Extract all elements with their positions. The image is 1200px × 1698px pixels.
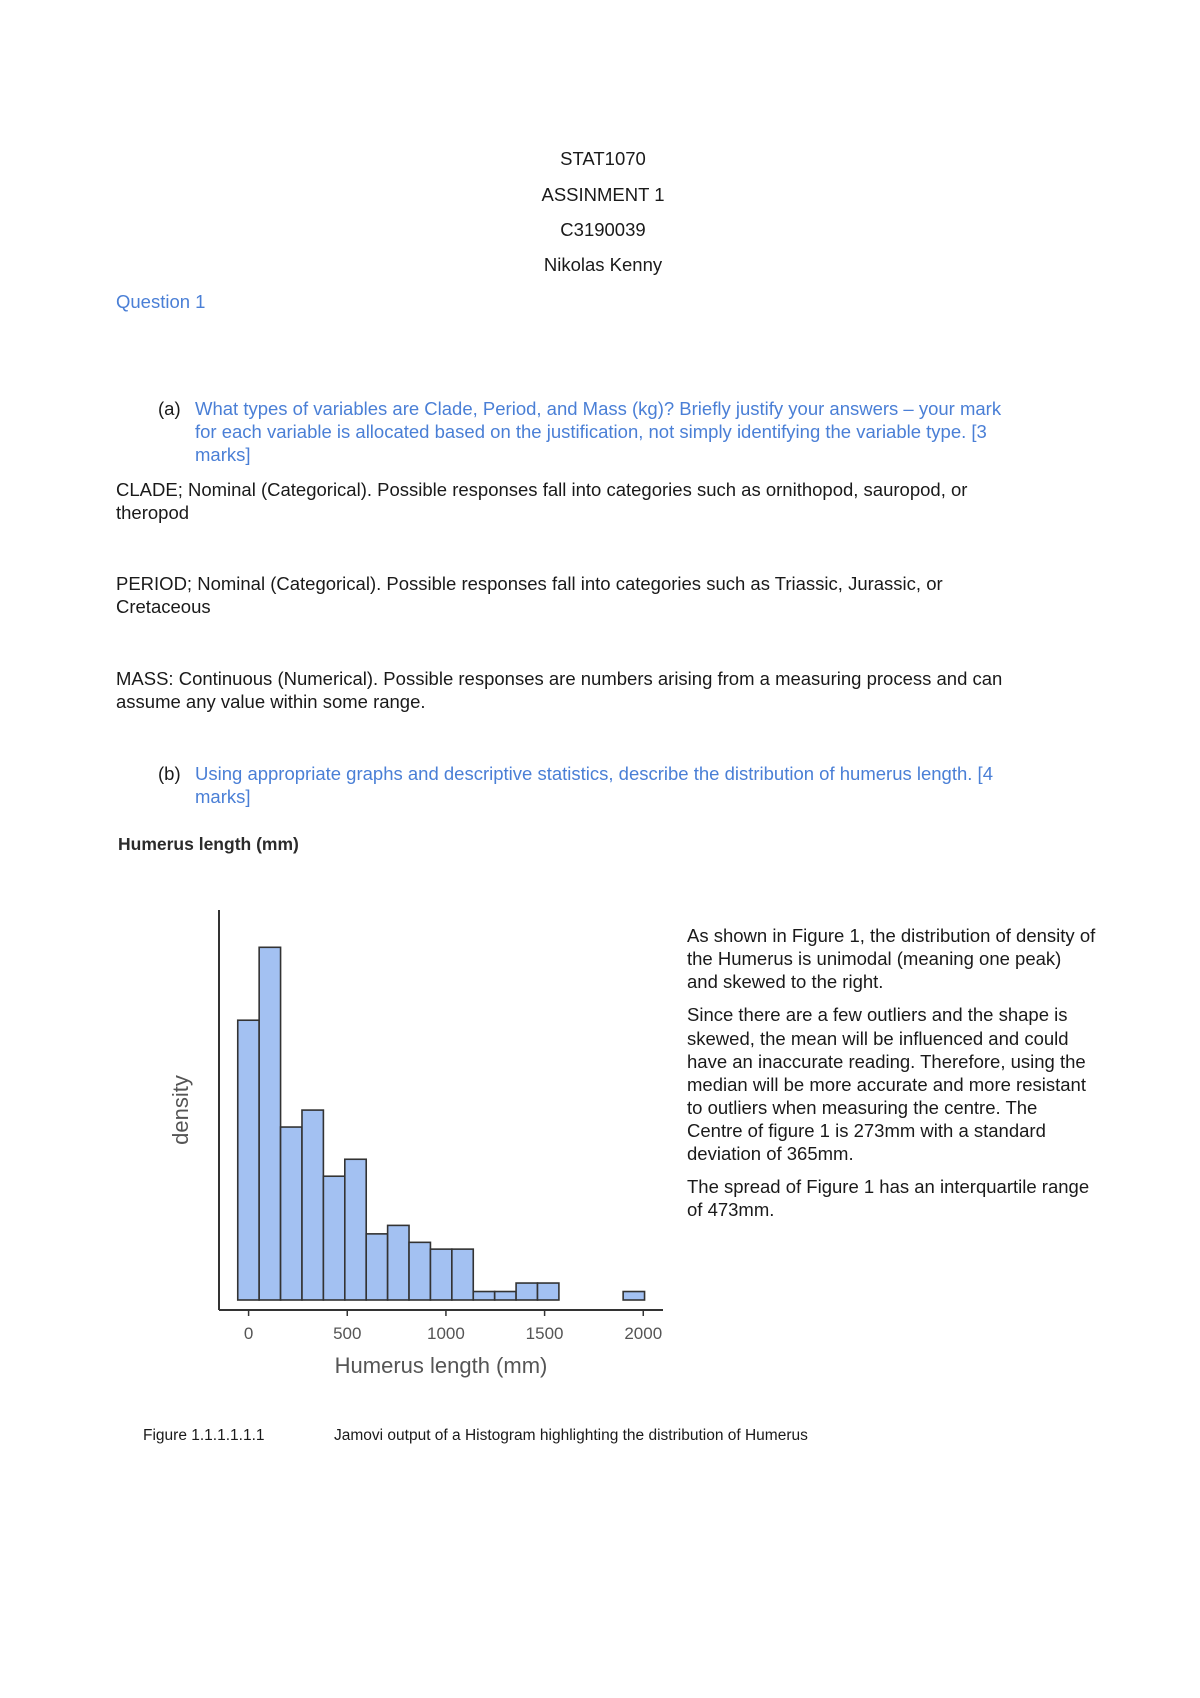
student-id: C3190039 (560, 219, 646, 240)
clade-answer (116, 478, 1106, 524)
mass-answer-line-2: assume any value within some range. (116, 691, 426, 713)
period-answer-line-1: PERIOD; Nominal (Categorical). Possible responses fall into categories such as Triassic, Jurassic, or (116, 573, 943, 594)
histogram-bar (388, 1225, 409, 1300)
clade-answer-line-2: theropod (116, 502, 190, 524)
histogram-bar (281, 1127, 302, 1300)
humerus-histogram (160, 880, 663, 1380)
histogram-bar (430, 1249, 451, 1300)
histogram-bar (495, 1292, 516, 1300)
chart-heading: Humerus length (mm) (118, 834, 299, 854)
part-b-label: (b) (158, 763, 181, 784)
part-a-question (195, 397, 1095, 466)
x-axis-label: Humerus length (mm) (334, 1353, 548, 1378)
x-tick-label: 1000 (427, 1324, 465, 1343)
histogram-bar (452, 1249, 473, 1300)
part-a-line-3: marks] (195, 444, 251, 466)
discussion-text (687, 924, 1097, 1232)
histogram-bar (302, 1110, 323, 1300)
x-tick-label: 500 (333, 1324, 362, 1343)
x-tick-label: 2000 (624, 1324, 663, 1343)
histogram-bar (623, 1292, 644, 1300)
histogram-bar (323, 1176, 344, 1300)
question-heading: Question 1 (116, 291, 206, 312)
y-axis-label: density (168, 1075, 193, 1145)
histogram-bar (345, 1159, 366, 1300)
part-a-label: (a) (158, 398, 181, 419)
histogram-bar (473, 1292, 494, 1300)
figure-caption: Jamovi output of a Histogram highlighting the distribution of Humerus (334, 1427, 808, 1444)
part-b-line-1: Using appropriate graphs and descriptive statistics, describe the distribution of humerus length. [4 (195, 763, 993, 784)
histogram-bars (238, 947, 645, 1300)
histogram-bar (259, 947, 280, 1300)
part-b-question (195, 762, 1095, 808)
clade-answer-line-1: CLADE; Nominal (Categorical). Possible responses fall into categories such as ornithopod, sauropod, or (116, 479, 968, 500)
histogram-bar (516, 1283, 537, 1300)
period-answer (116, 572, 1106, 618)
x-tick-label: 1500 (525, 1324, 564, 1343)
histogram-bar (366, 1234, 387, 1300)
x-axis-ticks (244, 1310, 662, 1343)
mass-answer (116, 667, 1106, 713)
part-a-line-1: What types of variables are Clade, Period, and Mass (kg)? Briefly justify your answers – your mark (195, 398, 1002, 419)
discussion-paragraph-2: Since there are a few outliers and the shape is skewed, the mean will be influenced and could have an inaccurate reading. Therefore, using the median will be more accurate and more resistant to outliers when measuring the centre. The Centre of figure 1 is 273mm with a standard deviation of 365mm. (687, 1004, 1086, 1165)
assignment-title: ASSINMENT 1 (541, 184, 665, 205)
histogram-bar (537, 1283, 558, 1300)
course-code: STAT1070 (560, 148, 646, 169)
period-answer-line-2: Cretaceous (116, 596, 211, 618)
x-tick-label: 0 (243, 1324, 254, 1343)
histogram-bar (238, 1020, 259, 1300)
discussion-paragraph-1: As shown in Figure 1, the distribution of density of the Humerus is unimodal (meaning one peak) and skewed to the right. (687, 925, 1096, 993)
part-b-line-2: marks] (195, 786, 251, 808)
student-name: Nikolas Kenny (543, 254, 663, 275)
figure-number: Figure 1.1.1.1.1.1 (143, 1427, 265, 1444)
mass-answer-line-1: MASS: Continuous (Numerical). Possible responses are numbers arising from a measuring process and can (116, 668, 1003, 689)
part-a-line-2: for each variable is allocated based on the justification, not simply identifying the variable type. [3 (195, 421, 987, 443)
discussion-paragraph-3: The spread of Figure 1 has an interquartile range of 473mm. (687, 1176, 1090, 1221)
histogram-bar (409, 1242, 430, 1300)
